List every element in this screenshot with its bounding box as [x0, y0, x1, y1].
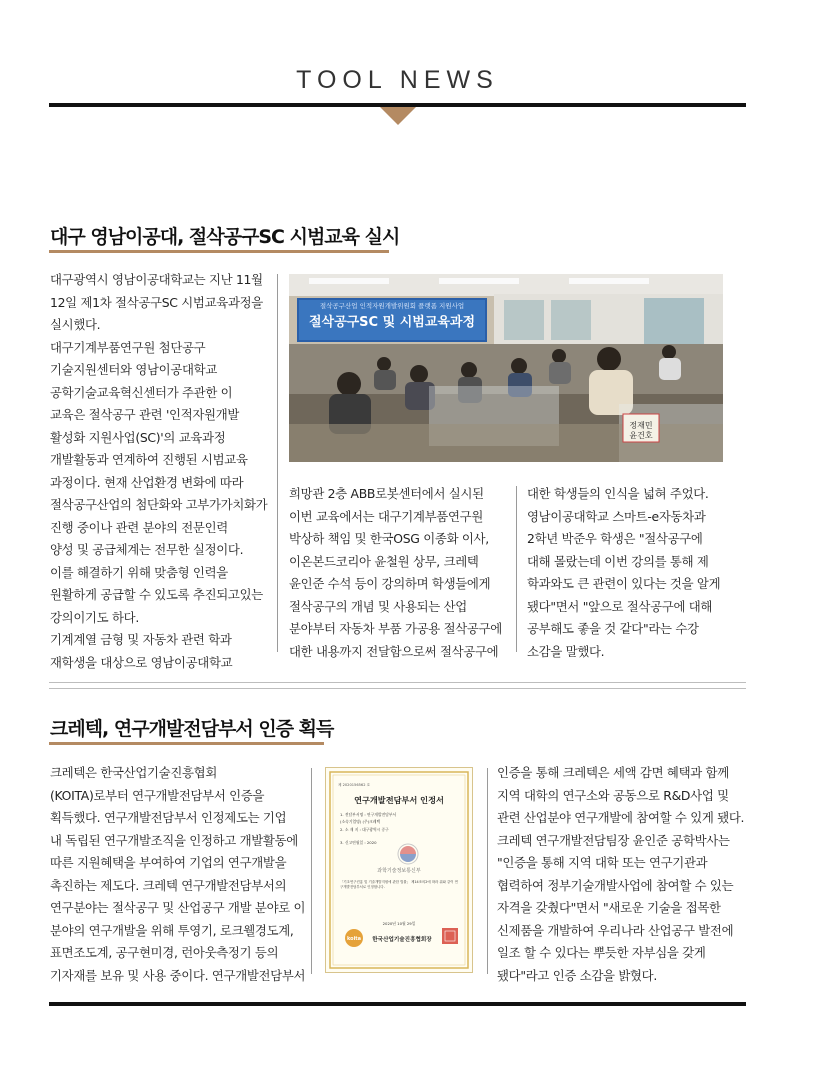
article-headline: 크레텍, 연구개발전담부서 인증 획득 [50, 718, 334, 740]
article-column-2: 희망관 2층 ABB로봇센터에서 실시된 이번 교육에서는 대구기계부품연구원 박상하 책임 및 한국OSG 이종화 이사, 이온본드코리아 윤철원 상무, 크레텍 윤인준 수석 등이 강의하며 학생들에게 절삭공구의 개념 및 사용되는 산업 분야부터 자동차 부품 가공용 절삭공구에 대한 내용까지 전달함으로써 절삭공구에 [289, 486, 502, 659]
nameplate-1: 정재민 [629, 421, 653, 430]
headline-underline [49, 250, 389, 253]
cert-issuer: 한국산업기술진흥협회장 [372, 937, 432, 943]
article-column-3: 대한 학생들의 인식을 넓혀 주었다. 영남이공대학교 스마트-e자동차과 2학년 박준우 학생은 "절삭공구에 대해 몰랐는데 이번 강의를 통해 제 학과와도 큰 관련이 있다는 것을 알게 됐다"면서 "앞으로 절삭공구에 대해 공부해도 좋을 것 같다"라는 수강 소감을 말했다. [527, 486, 721, 659]
cert-number: 제 2020156562 호 [338, 783, 371, 787]
column-divider [516, 486, 517, 652]
cert-field-1: 1. 전담부서명 : 연구개발전담부서 [340, 812, 397, 817]
column-divider [277, 274, 278, 652]
cert-field-4: 3. 신고연월일 : 2020 [340, 840, 377, 845]
article-headline: 대구 영남이공대, 절삭공구SC 시범교육 실시 [50, 226, 400, 248]
column-divider [487, 768, 488, 974]
certificate-image [325, 767, 473, 973]
banner-title-text: 절삭공구SC 및 시범교육과정 [308, 315, 476, 330]
classroom-photo [289, 274, 723, 462]
cert-field-3: 2. 소 재 지 : 대구광역시 중구 [340, 827, 389, 832]
article-column-1: 대구광역시 영남이공대학교는 지난 11월 12일 제1차 절삭공구SC 시범교육과정을 실시했다. 대구기계부품연구원 첨단공구 기술지원센터와 영남이공대학교 공학기술교육혁신센터가 주관한 이 교육은 절삭공구 관련 '인적자원개발 활성화 지원사업(SC)'의 교육과정 개발활동과 연계하여 진행된 시범교육 과정이다. 현재 산업환경 변화에 따라 절삭공구산업의 첨단화와 고부가가치화가 진행 중이나 관련 분야의 전문인력 양성 및 공급체계는 전무한 실정이다. 이를 해결하기 위해 맞춤형 인력을 원활하게 공급할 수 있도록 추진되고있는 강의이기도 하다. 기계계열 금형 및 자동차 관련 학과 재학생을 대상으로 영남이공대학교 [50, 272, 268, 670]
cert-ministry: 과학기술정보통신부 [377, 868, 421, 874]
cert-body: 「기초연구진흥 및 기술개발지원에 관한 법률」 제14조의2에 따라 위와 같이 연구개발전담부서로 인정합니다. [340, 880, 458, 889]
banner-small-text: 절삭공구산업 인적자원개발위원회 플랫폼 지원사업 [319, 302, 465, 310]
nameplate-2: 윤건호 [629, 431, 653, 440]
column-divider [311, 768, 312, 974]
header-triangle-icon [380, 107, 416, 125]
cert-field-2: (소속기업명) (주)크레텍 [340, 819, 381, 824]
section-title: TOOL NEWS [296, 66, 499, 94]
certificate-illustration [326, 768, 472, 972]
article-column-1: 크레텍은 한국산업기술진흥협회 (KOITA)로부터 연구개발전담부서 인증을 획득했다. 연구개발전담부서 인정제도는 기업 내 독립된 연구개발조직을 인정하고 개발활동에 따른 지원혜택을 부여하여 기업의 연구개발을 촉진하는 제도다. 크레텍 연구개발전담부서의 연구분야는 절삭공구 및 산업공구 개발 분야로 이 분야의 연구개발을 위해 투영기, 로크웰경도계, 표면조도계, 공구현미경, 런아웃측정기 등의 기자재를 보유 및 사용 중이다. 연구개발전담부서 [50, 765, 306, 983]
article-separator [49, 682, 746, 683]
article-separator [49, 688, 746, 689]
cert-title: 연구개발전담부서 인정서 [354, 795, 444, 805]
footer-rule [49, 1002, 746, 1006]
koita-logo-text: koita [346, 936, 362, 942]
cert-date: 2020년 10월 29일 [382, 921, 416, 926]
headline-underline [49, 742, 324, 745]
article-column-3: 인증을 통해 크레텍은 세액 감면 혜택과 함께 지역 대학의 연구소와 공동으로 R&D사업 및 관련 산업분야 연구개발에 참여할 수 있게 됐다. 크레텍 연구개발전담팀장 윤인준 공학박사는 "인증을 통해 지역 대학 또는 연구기관과 협력하여 정부기술개발사업에 참여할 수 있는 자격을 갖췄다"면서 "새로운 기술을 접목한 신제품을 개발하여 우리나라 산업공구 발전에 일조 할 수 있다는 뿌듯한 자부심을 갖게 됐다"라고 인증 소감을 밝혔다. [497, 765, 745, 983]
seal-icon [442, 928, 458, 944]
classroom-photo-illustration [289, 274, 723, 462]
